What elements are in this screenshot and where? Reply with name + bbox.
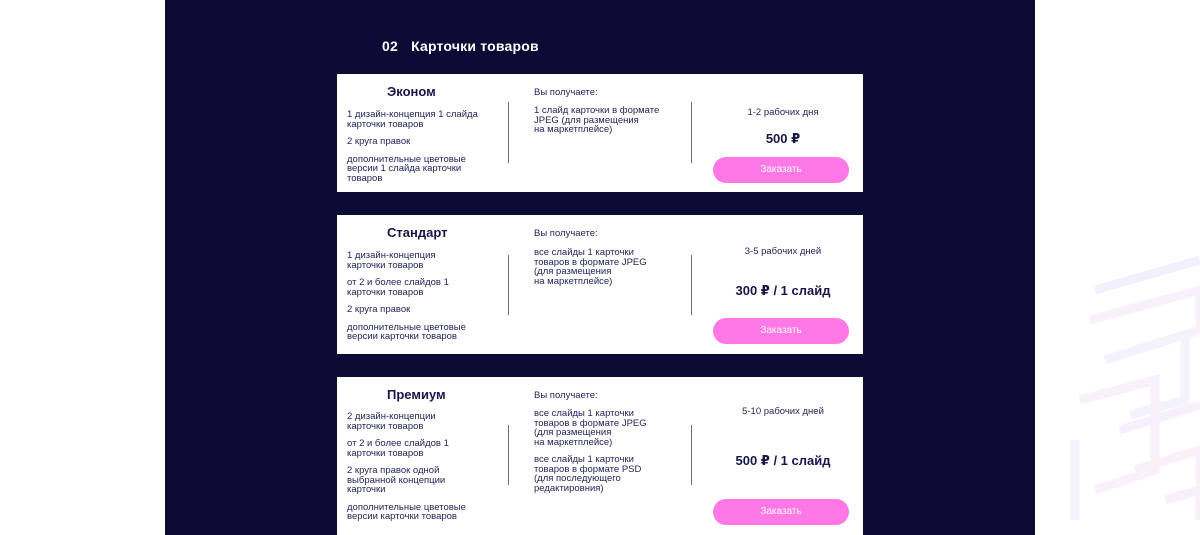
plan-features: [347, 251, 497, 350]
plan-features: [347, 412, 497, 530]
plan-price: 500 ₽ / 1 слайд: [735, 453, 831, 468]
receive-label: Вы получаете:: [534, 228, 598, 239]
plan-features: [347, 110, 497, 191]
column-divider: [508, 102, 509, 163]
column-divider: [508, 425, 509, 485]
column-divider: [691, 255, 692, 315]
plan-title: Стандарт: [387, 225, 448, 240]
order-button[interactable]: Заказать: [713, 318, 849, 344]
deliverable-item: все слайды 1 карточки товаров в формате JPEG (для размещения на маркетплейсе): [534, 247, 647, 287]
feature-item: дополнительные цветовые версии карточки товаров: [347, 321, 466, 342]
section-heading: Карточки товаров: [411, 38, 539, 54]
feature-item: от 2 и более слайдов 1 карточки товаров: [347, 277, 449, 298]
order-button[interactable]: Заказать: [713, 499, 849, 525]
delivery-time: 3-5 рабочих дней: [744, 246, 822, 257]
feature-item: 2 круга правок: [347, 136, 411, 147]
feature-item: 1 дизайн-концепция карточки товаров: [347, 250, 436, 271]
section-number: 02: [382, 38, 398, 54]
pricing-card-premium: [337, 377, 863, 535]
decorative-pattern: [1035, 0, 1200, 535]
column-divider: [691, 425, 692, 485]
deliverables: [534, 409, 684, 501]
deliverable-item: все слайды 1 карточки товаров в формате PSD (для последующего редактировния): [534, 454, 642, 494]
section-title: [382, 38, 539, 54]
feature-item: 2 круга правок: [347, 304, 411, 315]
receive-label: Вы получаете:: [534, 87, 598, 98]
plan-title: Эконом: [387, 84, 436, 99]
feature-item: 2 дизайн-концепции карточки товаров: [347, 411, 436, 432]
feature-item: 1 дизайн-концепция 1 слайда карточки товаров: [347, 109, 478, 130]
plan-price: 300 ₽ / 1 слайд: [735, 283, 831, 298]
feature-item: 2 круга правок одной выбранной концепции карточки: [347, 465, 446, 495]
feature-item: дополнительные цветовые версии карточки товаров: [347, 501, 466, 522]
feature-item: дополнительные цветовые версии 1 слайда карточки товаров: [347, 153, 466, 184]
plan-price: 500 ₽: [765, 131, 801, 146]
deliverables: [534, 106, 684, 143]
plan-title: Премиум: [387, 387, 446, 402]
feature-item: от 2 и более слайдов 1 карточки товаров: [347, 438, 449, 459]
order-button[interactable]: Заказать: [713, 157, 849, 183]
receive-label: Вы получаете:: [534, 390, 598, 401]
column-divider: [691, 102, 692, 163]
delivery-time: 5-10 рабочих дней: [742, 406, 824, 417]
deliverables: [534, 248, 684, 294]
deliverable-item: 1 слайд карточки в формате JPEG (для размещения на маркетплейсе): [534, 105, 660, 135]
column-divider: [508, 255, 509, 315]
delivery-time: 1-2 рабочих дня: [747, 107, 819, 118]
pricing-card-economy: [337, 74, 863, 192]
deliverable-item: все слайды 1 карточки товаров в формате JPEG (для размещения на маркетплейсе): [534, 408, 647, 448]
pricing-card-standard: [337, 215, 863, 354]
